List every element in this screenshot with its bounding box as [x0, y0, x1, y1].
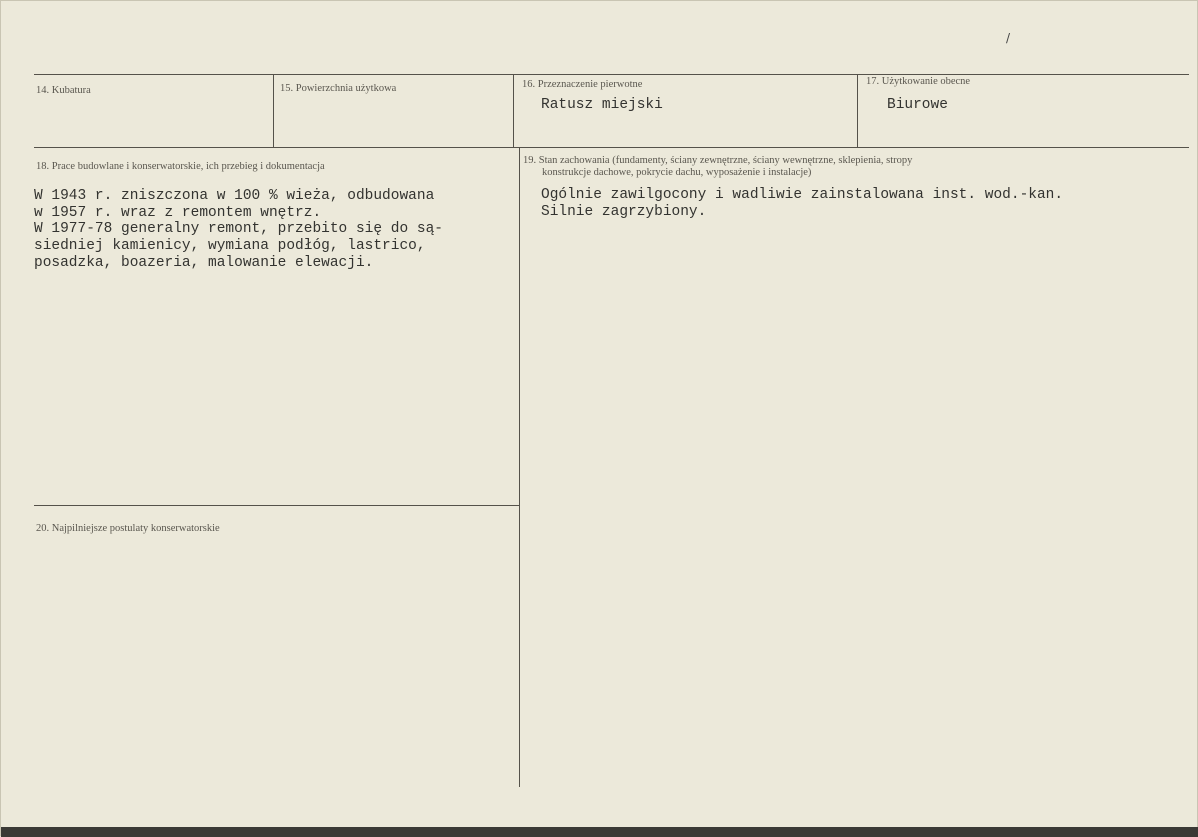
- field-18-line-2: w 1957 r. wraz z remontem wnętrz.: [34, 205, 322, 221]
- divider-14-15: [273, 74, 274, 147]
- field-19-label-line-2: konstrukcje dachowe, pokrycie dachu, wyposażenie i instalacje): [542, 167, 812, 178]
- divider-16-17: [857, 74, 858, 147]
- top-row-top-border: [34, 74, 1189, 75]
- field-18-line-3: W 1977-78 generalny remont, przebito się do są-: [34, 221, 443, 237]
- field-19-line-2: Silnie zagrzybiony.: [541, 204, 707, 220]
- field-17-label: 17. Użytkowanie obecne: [866, 76, 971, 87]
- field-19-line-1: Ogólnie zawilgocony i wadliwie zainstalowana inst. wod.-kan.: [541, 187, 1064, 203]
- field-18-line-1: W 1943 r. zniszczona w 100 % wieża, odbudowana: [34, 188, 435, 204]
- field-18-label: 18. Prace budowlane i konserwatorskie, ich przebieg i dokumentacja: [36, 161, 325, 172]
- divider-left-right: [519, 147, 520, 787]
- field-17-value: Biurowe: [887, 97, 948, 113]
- field-15-label: 15. Powierzchnia użytkowa: [280, 83, 397, 94]
- field-18-line-5: posadzka, boazeria, malowanie elewacji.: [34, 255, 374, 271]
- field-19-label-line-1: 19. Stan zachowania (fundamenty, ściany zewnętrzne, ściany wewnętrzne, sklepienia, stropy: [523, 155, 913, 166]
- field-16-label: 16. Przeznaczenie pierwotne: [522, 79, 643, 90]
- field-20-label: 20. Najpilniejsze postulaty konserwatorskie: [36, 523, 220, 534]
- divider-15-16: [513, 74, 514, 147]
- field-16-value: Ratusz miejski: [541, 97, 663, 113]
- top-row-bottom-border: [34, 147, 1189, 148]
- divider-18-20: [34, 505, 519, 506]
- field-14-label: 14. Kubatura: [36, 85, 91, 96]
- pen-mark: /: [1006, 31, 1011, 45]
- field-18-line-4: siedniej kamienicy, wymiana podłóg, lastrico,: [34, 238, 426, 254]
